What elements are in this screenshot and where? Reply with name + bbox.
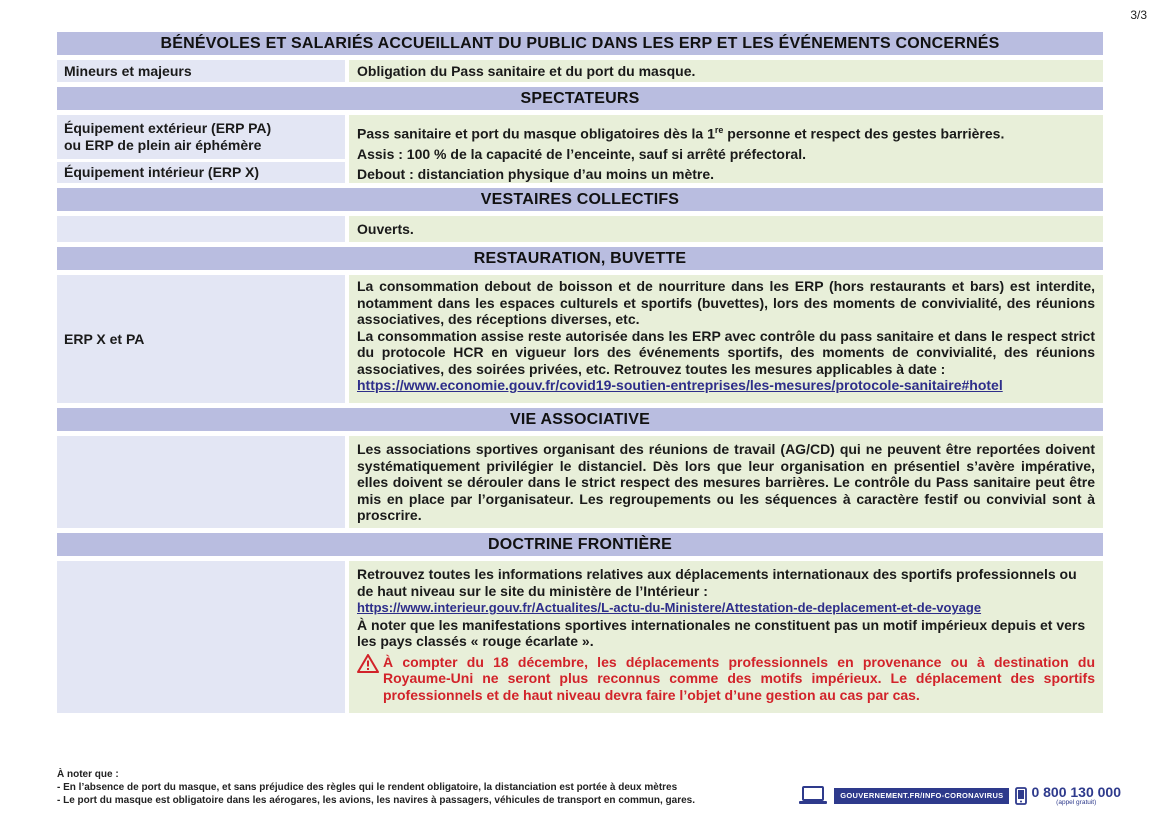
cell-right-restauration xyxy=(349,275,1103,403)
cell-right-doctrine xyxy=(349,561,1103,713)
text-assis: Assis : 100 % de la capacité de l’enceinte, sauf si arrêté préfectoral. xyxy=(357,145,806,162)
cell-left-vie-associative xyxy=(57,436,345,528)
text-rouge-ecarlate: À noter que les manifestations sportives internationales ne constituent pas un motif impérieux depuis et vers les pays classés « rouge écarlate ». xyxy=(357,616,1086,649)
row-doctrine xyxy=(57,561,1103,713)
text-consommation-debout: La consommation debout de boisson et de nourriture dans les ERP (hors restaurants et bars) est interdite, notamment dans les espaces culturels et sportifs (buvettes), lors des moments de convivialité, des réunions associatives, des réceptions diverses, etc. xyxy=(357,278,1095,327)
warning-triangle-icon xyxy=(357,654,379,673)
measures-table xyxy=(57,32,1103,718)
page-number: 3/3 xyxy=(1130,8,1147,22)
text-consommation-assise: La consommation assise reste autorisée dans les ERP avec contrôle du pass sanitaire et dans le respect strict du protocole HCR en vigueur lors des événements sportifs, des moments de convivialité, des réunions associatives, des soirées privées, etc. Retrouvez toutes les mesures applicables à date : xyxy=(357,327,1095,377)
text-debout: Debout : distanciation physique d’au moins un mètre. xyxy=(357,165,715,182)
website-link[interactable]: GOUVERNEMENT.FR/INFO-CORONAVIRUS xyxy=(834,788,1009,804)
cell-left-exterieur xyxy=(57,115,345,159)
phone-block xyxy=(1031,785,1121,807)
text-warning: À compter du 18 décembre, les déplacements professionnels en provenance ou à destination du Royaume-Uni ne seront plus reconnus comme des motifs impérieux. Le déplacement des sportifs professionnels et de haut niveau devra faire l’objet d’une gestion au cas par cas. xyxy=(383,653,1095,703)
section-header-restauration: RESTAURATION, BUVETTE xyxy=(57,247,1103,270)
section-header-vestiaires: VESTAIRES COLLECTIFS xyxy=(57,188,1103,211)
label-mineurs-majeurs: Mineurs et majeurs xyxy=(64,62,192,79)
label-interieur: Équipement intérieur (ERP X) xyxy=(64,164,259,180)
text-deplacements: Retrouvez toutes les informations relatives aux déplacements internationaux des sportifs professionnels ou de haut niveau sur le site du ministère de l’Intérieur : xyxy=(357,566,1077,599)
section-header-doctrine: DOCTRINE FRONTIÈRE xyxy=(57,533,1103,556)
spectateurs-left-column xyxy=(57,115,345,183)
phone-number[interactable]: 0 800 130 000 xyxy=(1031,784,1121,800)
section-header-benevoles: BÉNÉVOLES ET SALARIÉS ACCUEILLANT DU PUBLIC DANS LES ERP ET LES ÉVÉNEMENTS CONCERNÉS xyxy=(57,32,1103,55)
cell-right-vie-associative xyxy=(349,436,1103,528)
notes-heading: À noter que : xyxy=(57,769,119,780)
phone-note: (appel gratuit) xyxy=(1056,799,1097,806)
cell-right-benevoles xyxy=(349,60,1103,82)
label-erp-x-pa: ERP X et PA xyxy=(64,330,145,347)
cell-left-interieur xyxy=(57,162,345,183)
link-protocole-sanitaire[interactable]: https://www.economie.gouv.fr/covid19-soutien-entreprises/les-mesures/protocole-sanitaire#hotel xyxy=(357,377,1003,393)
cell-left-doctrine xyxy=(57,561,345,713)
text-associations: Les associations sportives organisant des réunions de travail (AG/CD) qui ne peuvent être reportées doivent systématiquement privilégier le distanciel. Dès lors que leur organisation en présentiel s’avère impérative, elles doivent se dérouler dans le strict respect des mesures barrières. Le contrôle du Pass sanitaire peut être mis en place par l’organisateur. Les regroupements ou les séquences à caractère festif ou convivial sont à proscrire. xyxy=(357,441,1095,523)
notes-line-1: - En l’absence de port du masque, et sans préjudice des règles qui le rendent obligatoire, la distanciation est portée à deux mètres xyxy=(57,782,678,793)
footnotes xyxy=(57,768,695,807)
phone-icon xyxy=(1015,787,1027,805)
row-spectateurs xyxy=(57,115,1103,183)
text-pass-obligatoire: Pass sanitaire et port du masque obligatoires dès la 1re personne et respect des gestes barrières. xyxy=(357,125,1005,142)
footer-contact xyxy=(798,785,1121,807)
warning-royaume-uni xyxy=(357,654,1095,704)
section-header-spectateurs: SPECTATEURS xyxy=(57,87,1103,110)
laptop-icon xyxy=(798,786,828,806)
text-obligation: Obligation du Pass sanitaire et du port du masque. xyxy=(357,63,696,79)
cell-left-vestiaires xyxy=(57,216,345,242)
notes-line-2: - Le port du masque est obligatoire dans les aérogares, les avions, les navires à passagers, véhicules de transport en commun, gares. xyxy=(57,795,696,806)
row-vestiaires xyxy=(57,216,1103,242)
section-header-vie-associative: VIE ASSOCIATIVE xyxy=(57,408,1103,431)
cell-left-restauration xyxy=(57,275,345,403)
text-ouverts: Ouverts. xyxy=(357,221,414,237)
row-vie-associative xyxy=(57,436,1103,528)
cell-right-spectateurs xyxy=(349,115,1103,183)
row-restauration xyxy=(57,275,1103,403)
link-attestation-deplacement[interactable]: https://www.interieur.gouv.fr/Actualites/L-actu-du-Ministere/Attestation-de-deplacement-et-de-voyage xyxy=(357,600,982,615)
cell-left-benevoles xyxy=(57,60,345,82)
cell-right-vestiaires xyxy=(349,216,1103,242)
label-exterieur-b: ou ERP de plein air éphémère xyxy=(64,137,262,153)
label-exterieur-a: Équipement extérieur (ERP PA) xyxy=(64,120,272,136)
row-benevoles xyxy=(57,60,1103,82)
